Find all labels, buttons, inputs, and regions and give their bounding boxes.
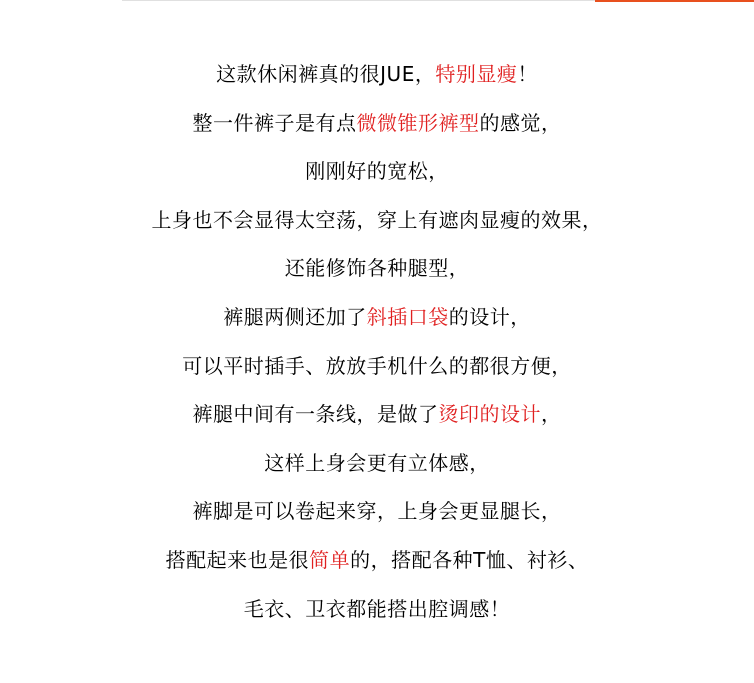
line-6-text: 裤腿两侧还加了 (223, 304, 367, 329)
description-line-1 (0, 56, 754, 105)
description-line-3 (0, 153, 754, 202)
description-line-7 (0, 348, 754, 397)
description-line-6 (0, 299, 754, 348)
description-line-10 (0, 493, 754, 542)
line-8-tail: ， (541, 402, 562, 427)
description-line-9 (0, 445, 754, 494)
line-4-text: 上身也不会显得太空荡，穿上有遮肉显瘦的效果， (151, 207, 603, 232)
line-11-tail: 的，搭配各种T恤、衬衫、 (350, 547, 589, 572)
description-line-12 (0, 591, 754, 640)
line-11-highlight: 简单 (309, 547, 351, 572)
line-11-text: 搭配起来也是很 (165, 547, 310, 572)
line-9-text: 这样上身会更有立体感， (264, 450, 490, 475)
line-7-text: 可以平时插手、放放手机什么的都很方便， (182, 353, 572, 378)
line-2-text: 整一件裤子是有点 (192, 110, 357, 135)
description-line-5 (0, 250, 754, 299)
line-8-text: 裤腿中间有一条线，是做了 (192, 402, 439, 427)
line-8-highlight: 烫印的设计 (438, 402, 541, 427)
line-1-text: 这款休闲裤真的很JUE， (216, 62, 436, 86)
description-line-4 (0, 202, 754, 251)
line-6-highlight: 斜插口袋 (366, 304, 449, 329)
line-2-tail: 的感觉， (479, 110, 562, 135)
description-line-2 (0, 105, 754, 154)
line-1-tail: ！ (517, 62, 538, 86)
line-2-highlight: 微微锥形裤型 (356, 110, 480, 135)
line-10-text: 裤脚是可以卷起来穿，上身会更显腿长， (192, 499, 562, 524)
top-divider (122, 0, 595, 1)
line-12-text: 毛衣、卫衣都能搭出腔调感！ (243, 596, 511, 621)
line-6-tail: 的设计， (448, 304, 531, 329)
description-line-11 (0, 542, 754, 591)
product-description (0, 56, 754, 639)
line-1-highlight: 特别显瘦 (435, 62, 518, 86)
description-line-8 (0, 396, 754, 445)
line-5-text: 还能修饰各种腿型， (284, 256, 470, 281)
top-accent-bar (595, 0, 754, 2)
line-3-text: 刚刚好的宽松， (305, 159, 449, 184)
